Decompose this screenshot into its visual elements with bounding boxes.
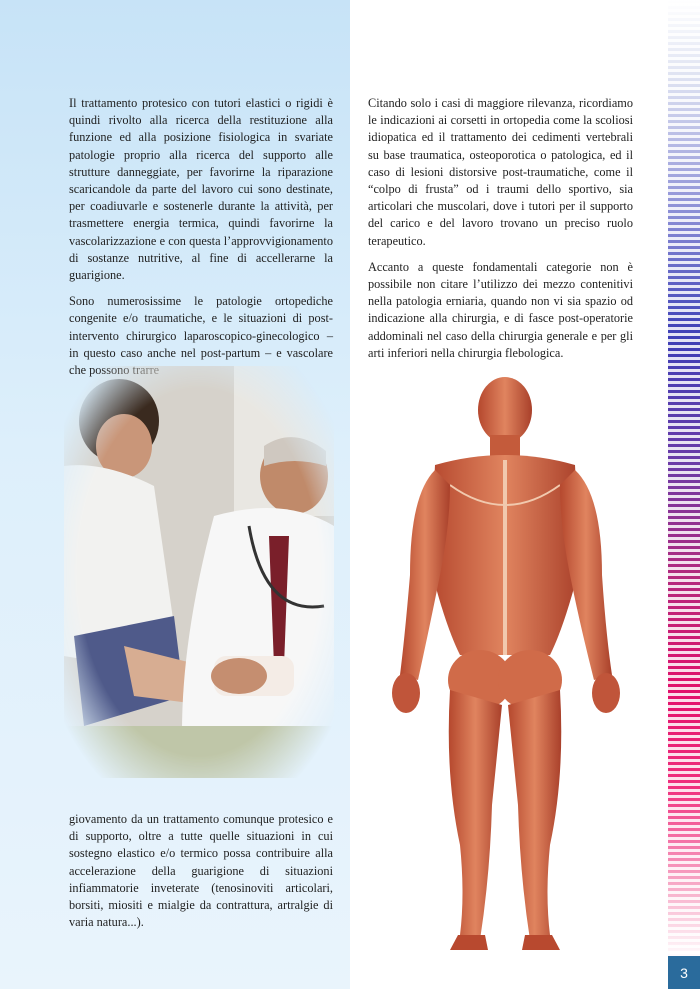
right-column-text (368, 95, 633, 371)
doctor-patient-photo (64, 366, 334, 778)
left-column-top-text (69, 95, 333, 388)
page-number: 3 (668, 956, 700, 989)
doctor-patient-illustration (64, 366, 334, 778)
paragraph: Il trattamento protesico con tutori elastici o rigidi è quindi rivolto alla ricerca della restituzione alla funzione ed alla posizione fisiologica in svariate patologie proprio alla ricerca del supporto alle strutture danneggiate, per favorirne la riparazione scaricandole da parte del lavoro cui sono destinate, per coadiuvarle e sostenerle durante la attività, per trasmettere energia termica, quindi favorirne la vascolarizzazione e con questa l’approvvigionamento di sostanze nutritive, al fine di accellerarne la guarigione. (69, 96, 333, 283)
paragraph: Accanto a queste fondamentali categorie non è possibile non citare l’utilizzo dei mezzo contenitivi nella patologia erniaria, quando non vi sia spazio od indicazione alla chirurgia, e di fasce post-operatorie addominali nel caso della chirurgia generale e per gli arti inferiori nella chirurgia flebologica. (368, 259, 633, 360)
paragraph: giovamento da un trattamento comunque protesico e di supporto, oltre a tutte quelle situazioni in cui sostegno elastico e/o termico possa contribuire alla accelerazione della guarigione di situazioni infiammatorie inveterate (tenosinoviti articolari, borsiti, miositi e mialgie da contrattura, artralgie di varia natura...). (69, 812, 333, 930)
paragraph: Citando solo i casi di maggiore rilevanza, ricordiamo le indicazioni ai corsetti in ortopedia come la scoliosi idiopatica ed il trattamento dei cedimenti vertebrali su base traumatica, osteoporotica o patologica, ed il caso di lesioni distorsive post-traumatiche, come il “colpo di frusta” od i traumi dello sportivo, sia articolari che muscolari, dove i tutori per il supporto del carico e del lavoro trovano un preciso ruolo terapeutico. (368, 96, 633, 248)
decorative-stripe-bar (668, 0, 700, 960)
paragraph: Sono numerosissime le patologie ortopediche congenite e/o traumatiche, e le situazioni di post-intervento chirurgico laparoscopico-ginecologico – in questo caso anche nel post-partum – e vascolare (69, 294, 333, 360)
muscle-anatomy-illustration (380, 375, 630, 955)
human-muscle-figure (380, 375, 630, 955)
left-column-bottom-text (69, 811, 333, 940)
